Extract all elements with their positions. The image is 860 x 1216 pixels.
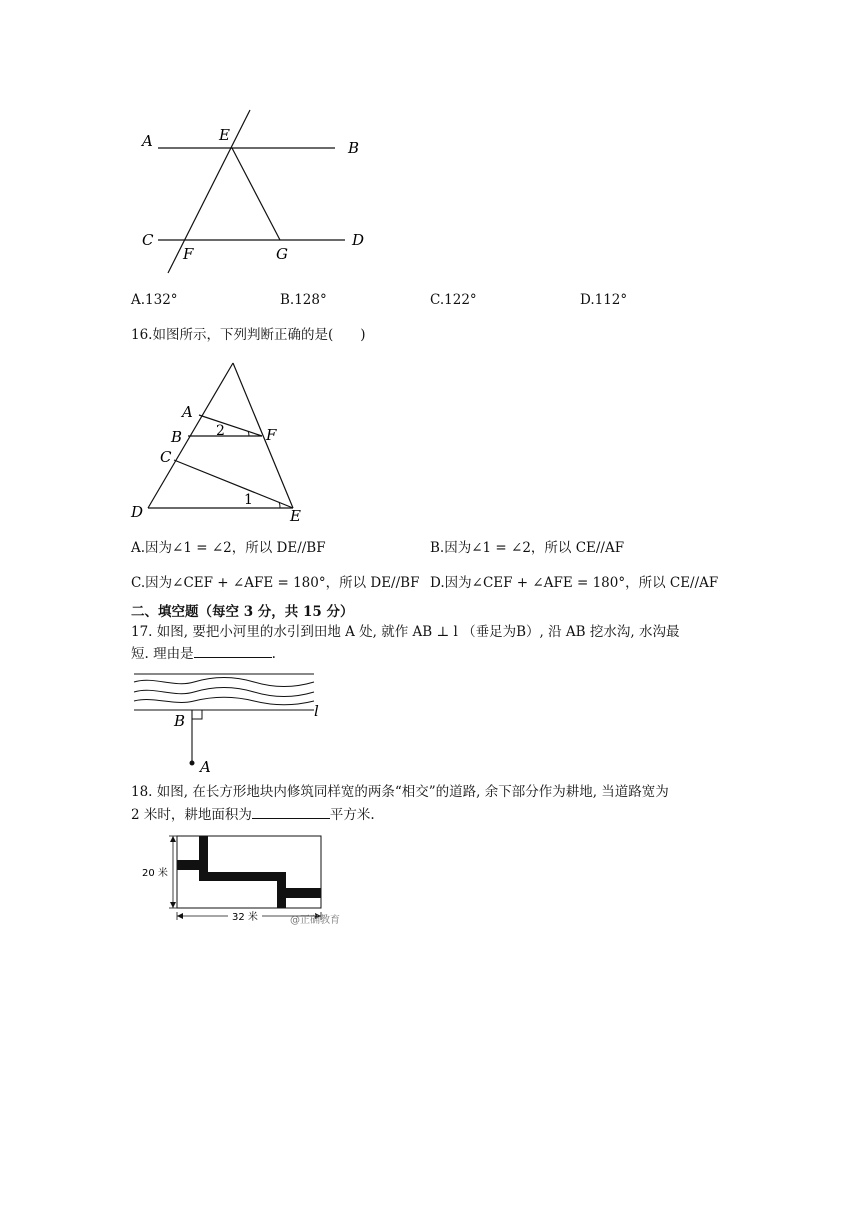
q15-label-a: A — [142, 132, 153, 150]
q16-option-b: B.因为∠1 = ∠2，所以 CE//AF — [430, 540, 625, 556]
q16-label-e: E — [290, 507, 301, 525]
q15-figure — [130, 108, 380, 278]
q16-stem: 16.如图所示，下列判断正确的是( ) — [131, 327, 366, 343]
q17-answer-blank[interactable] — [194, 643, 272, 658]
q17-label-l: l — [314, 702, 319, 720]
q18-height-label: 20 米 — [142, 868, 168, 879]
q17-stem-prefix: 短. 理由是 — [131, 646, 194, 662]
q15-option-a: A.132° — [131, 292, 178, 308]
q17-stem-suffix: . — [271, 646, 276, 662]
q18-figure — [140, 832, 350, 930]
q17-label-b: B — [174, 712, 186, 730]
q15-label-b: B — [348, 139, 360, 157]
q16-option-c: C.因为∠CEF + ∠AFE = 180°，所以 DE//BF — [131, 575, 420, 591]
q16-label-a: A — [182, 403, 193, 421]
q16-label-f: F — [266, 426, 277, 444]
q16-angle-1: 1 — [244, 492, 253, 508]
q16-option-d: D.因为∠CEF + ∠AFE = 180°，所以 CE//AF — [430, 575, 719, 591]
q15-label-e: E — [219, 126, 230, 144]
q16-label-c: C — [160, 448, 172, 466]
q15-option-b: B.128° — [280, 292, 327, 308]
q16-label-b: B — [171, 428, 183, 446]
q18-stem-suffix: 平方米. — [329, 807, 375, 823]
q18-answer-blank[interactable] — [252, 804, 330, 819]
q16-angle-2: 2 — [216, 423, 225, 439]
q17-figure — [130, 668, 330, 776]
q16-figure — [128, 355, 318, 530]
section-title-fill-in: 二、填空题（每空 3 分，共 15 分） — [131, 604, 354, 620]
q16-label-d: D — [131, 503, 144, 521]
q18-stem-line2 — [131, 803, 375, 827]
q16-option-a: A.因为∠1 = ∠2，所以 DE//BF — [131, 540, 326, 556]
q15-label-d: D — [352, 231, 365, 249]
q15-option-d: D.112° — [580, 292, 628, 308]
q17-stem-line1: 17. 如图, 要把小河里的水引到田地 A 处, 就作 AB ⊥ l （垂足为B）, 沿 AB 挖水沟, 水沟最 — [131, 624, 680, 640]
q15-label-f: F — [183, 245, 194, 263]
q15-label-g: G — [276, 245, 288, 263]
q17-label-a: A — [200, 758, 211, 776]
q18-stem-line1: 18. 如图, 在长方形地块内修筑同样宽的两条“相交”的道路, 余下部分作为耕地, 当道路宽为 — [131, 784, 669, 800]
q15-option-c: C.122° — [430, 292, 477, 308]
q15-label-c: C — [142, 231, 154, 249]
q17-stem-line2 — [131, 642, 276, 666]
q18-width-label: 32 米 — [232, 912, 258, 923]
q18-stem-prefix: 2 米时，耕地面积为 — [131, 807, 252, 823]
q18-watermark: @正确教育 — [290, 915, 340, 926]
